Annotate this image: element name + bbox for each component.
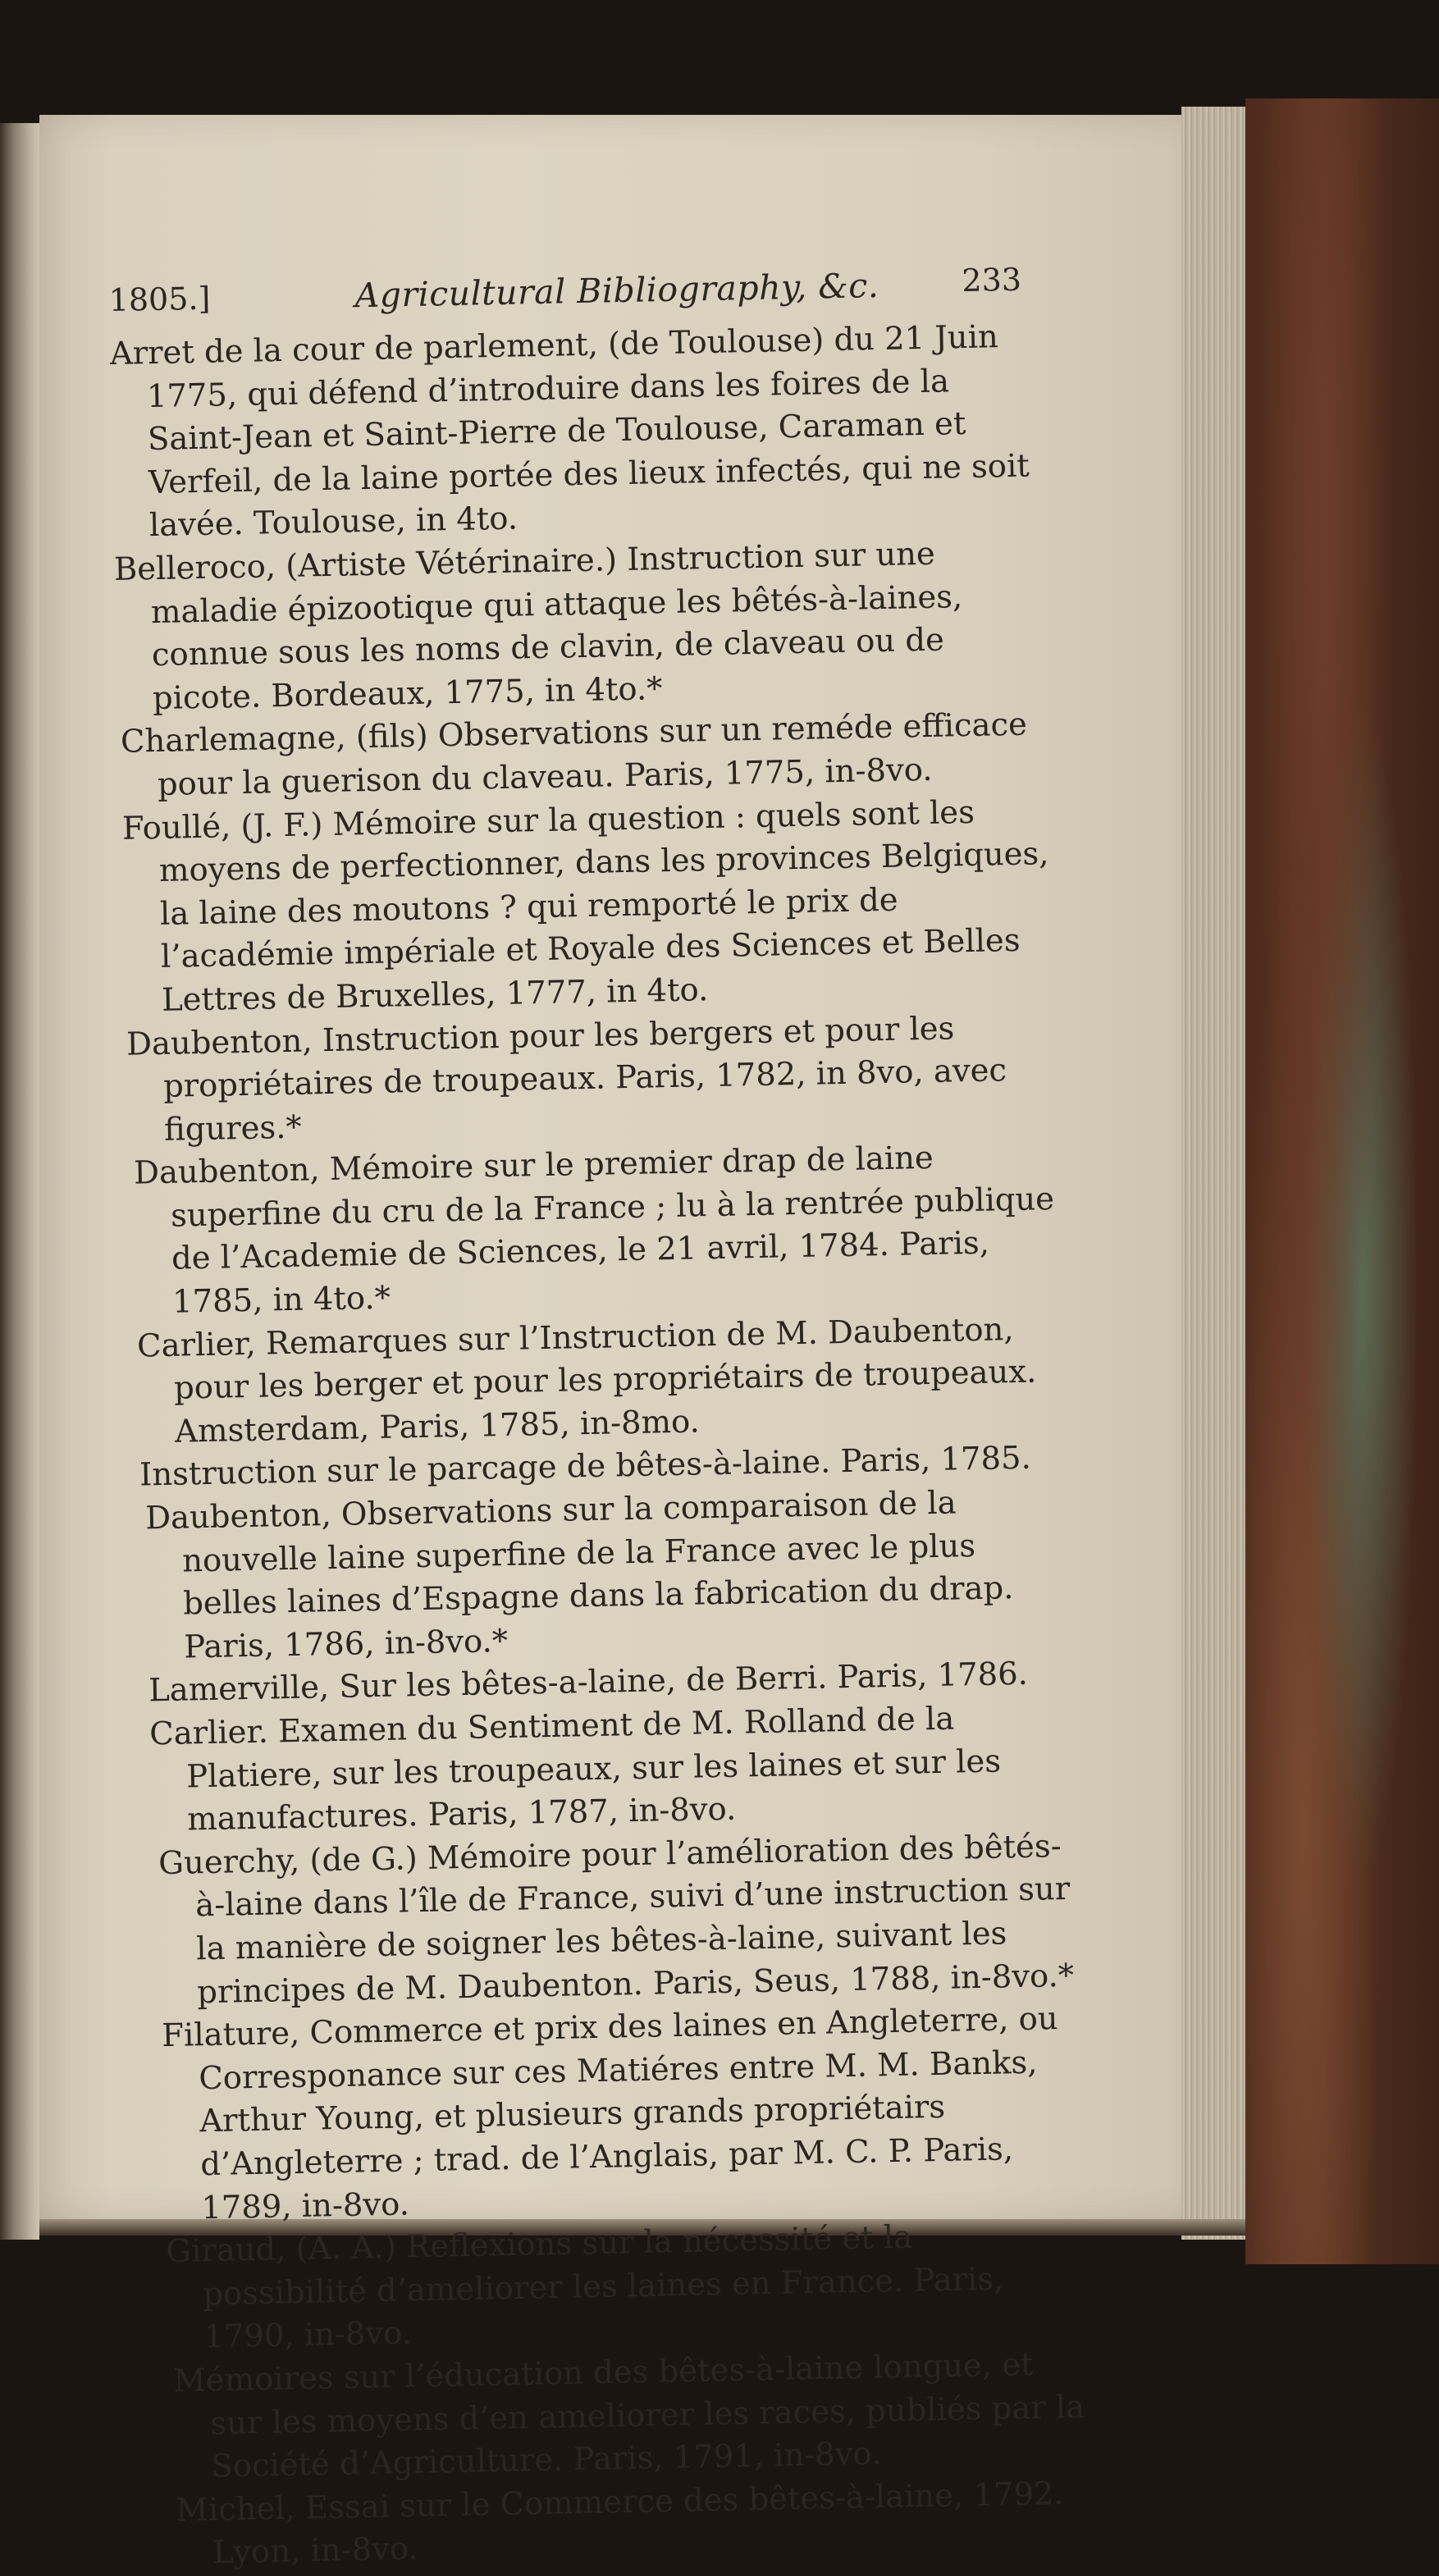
page-number: 233 (962, 261, 1022, 299)
running-head-year: 1805.] (108, 280, 211, 318)
page-edges (1181, 107, 1245, 2240)
bibliography-entry: Filature, Commerce et prix des laines en Angleterre, ou Corresponance sur ces Matiéres entre M. M. Banks, Arthur Young, et plusieurs grands propriétairs d’Angleterre ; trad. de l’Anglais, par M. C. P. Paris, 1789, in-8vo. (161, 2000, 1059, 2227)
left-page-edge (0, 123, 15, 2240)
bibliography-entry: Daubenton, Instruction pour les bergers et pour les propriétaires de troupeaux. Paris, 1782, in 8vo, avec figures.* (126, 1009, 1007, 1149)
bibliography-entry: Foullé, (J. F.) Mémoire sur la question : quels sont les moyens de perfectionner, dans les provinces Belgiques, la laine des moutons ? qui remporté le prix de l’académie impériale et Royale des Sciences et Belles Lettres de Bruxelles, 1777, in 4to. (121, 793, 1049, 1019)
bibliography-entry: Giraud, (A. A.) Reflexions sur la nécessité et la possibilité d’ameliorer les laines en France. Paris, 1790, in-8vo. (165, 2218, 1004, 2356)
bibliography-entry: Lamerville, Sur les bêtes-a-laine, de Berri. Paris, 1786. (148, 1656, 1029, 1710)
bibliography-entry: Carlier. Examen du Sentiment de M. Rolland de la Platiere, sur les troupeaux, sur les laines et sur les manufactures. Paris, 1787, in-8vo. (148, 1700, 1002, 1838)
book-gutter (15, 123, 39, 2240)
bibliography-entry: Arret de la cour de parlement, (de Toulouse) du 21 Juin 1775, qui défend d’introduire dans les foires de la Saint-Jean et Saint-Pierre de Toulouse, Caraman et Verfeil, de la laine portée des lieux infectés, qui ne soit lavée. Toulouse, in 4to. (109, 318, 1030, 545)
running-head-title: Agricultural Bibliography, &c. (354, 265, 879, 316)
bibliography-entry: Instruction sur le parcage de bêtes-à-laine. Paris, 1785. (139, 1440, 1032, 1494)
page-text (108, 253, 1088, 2576)
bibliography-entry: Charlemagne, (fils) Observations sur un reméde efficace pour la guerison du claveau. Paris, 1775, in-8vo. (120, 706, 1028, 803)
bibliography-list (109, 315, 1087, 2576)
bibliography-entry: Belleroco, (Artiste Vétérinaire.) Instruction sur une maladie épizootique qui attaque les bêtés-à-laines, connue sous les noms de clavin, de claveau ou de picote. Bordeaux, 1775, in 4to.* (113, 535, 963, 717)
bibliography-entry: Daubenton, Observations sur la comparaison de la nouvelle laine superfine de la France avec le plus belles laines d’Espagne dans la fabrication du drap. Paris, 1786, in-8vo.* (144, 1484, 1014, 1666)
bibliography-entry: Daubenton, Mémoire sur le premier drap de laine superfine du cru de la France ; lu à la rentrée publique de l’Academie de Sciences, le 21 avril, 1784. Paris, 1785, in 4to.* (133, 1140, 1055, 1321)
leather-cover (1245, 98, 1439, 2264)
bibliography-entry: Mémoires sur l’éducation des bêtes-à-laine longue, et sur les moyens d’en ameliorer les races, publiés par la Société d’Agriculture. Paris, 1791, in-8vo. (172, 2345, 1085, 2486)
bibliography-entry: Carlier, Remarques sur l’Instruction de M. Daubenton, pour les berger et pour les propriétairs de troupeaux. Amsterdam, Paris, 1785, in-8mo. (136, 1310, 1037, 1450)
bibliography-entry: Michel, Essai sur le Commerce des bêtes-à-laine, 1792. Lyon, in-8vo. (175, 2474, 1065, 2572)
bibliography-entry: Guerchy, (de G.) Mémoire pour l’amélioration des bêtés-à-laine dans l’île de France, suivi d’une instruction sur la manière de soigner les bêtes-à-laine, suivant les principes de M. Daubenton. Paris, Seus, 1788, in-8vo.* (158, 1827, 1075, 2011)
